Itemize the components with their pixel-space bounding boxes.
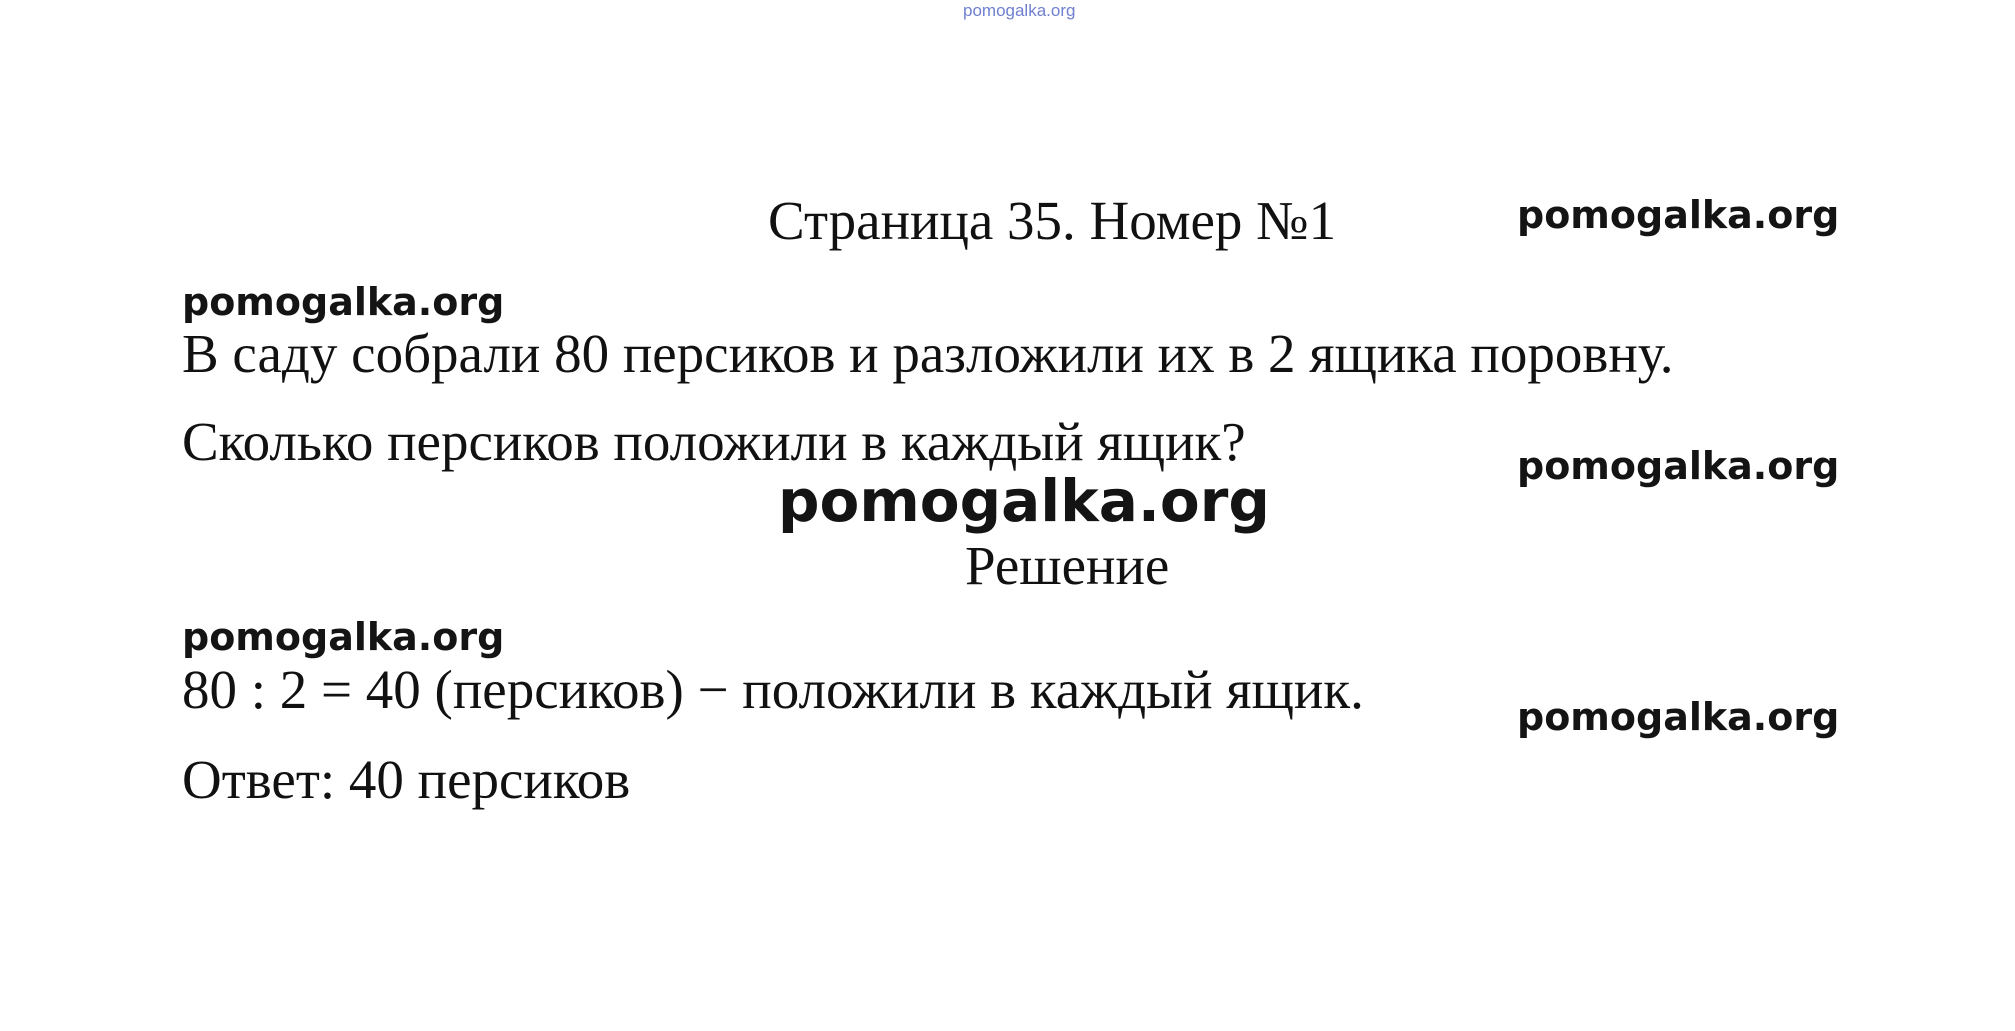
watermark-right-1: pomogalka.org	[1517, 193, 1840, 237]
watermark-right-2: pomogalka.org	[1517, 444, 1840, 488]
solution-heading: Решение	[965, 535, 1170, 596]
problem-text-line-2: Сколько персиков положили в каждый ящик?	[182, 411, 1246, 472]
watermark-left-1: pomogalka.org	[182, 280, 505, 324]
watermark-center: pomogalka.org	[778, 467, 1270, 535]
watermark-left-2: pomogalka.org	[182, 615, 505, 659]
watermark-right-3: pomogalka.org	[1517, 695, 1840, 739]
page-title: Страница 35. Номер №1	[768, 190, 1337, 251]
watermark-top: pomogalka.org	[963, 1, 1076, 20]
answer-text: Ответ: 40 персиков	[182, 749, 631, 810]
solution-text-line-1: 80 : 2 = 40 (персиков) − положили в каждый ящик.	[182, 659, 1364, 720]
problem-text-line-1: В саду собрали 80 персиков и разложили их в 2 ящика поровну.	[182, 323, 1674, 384]
